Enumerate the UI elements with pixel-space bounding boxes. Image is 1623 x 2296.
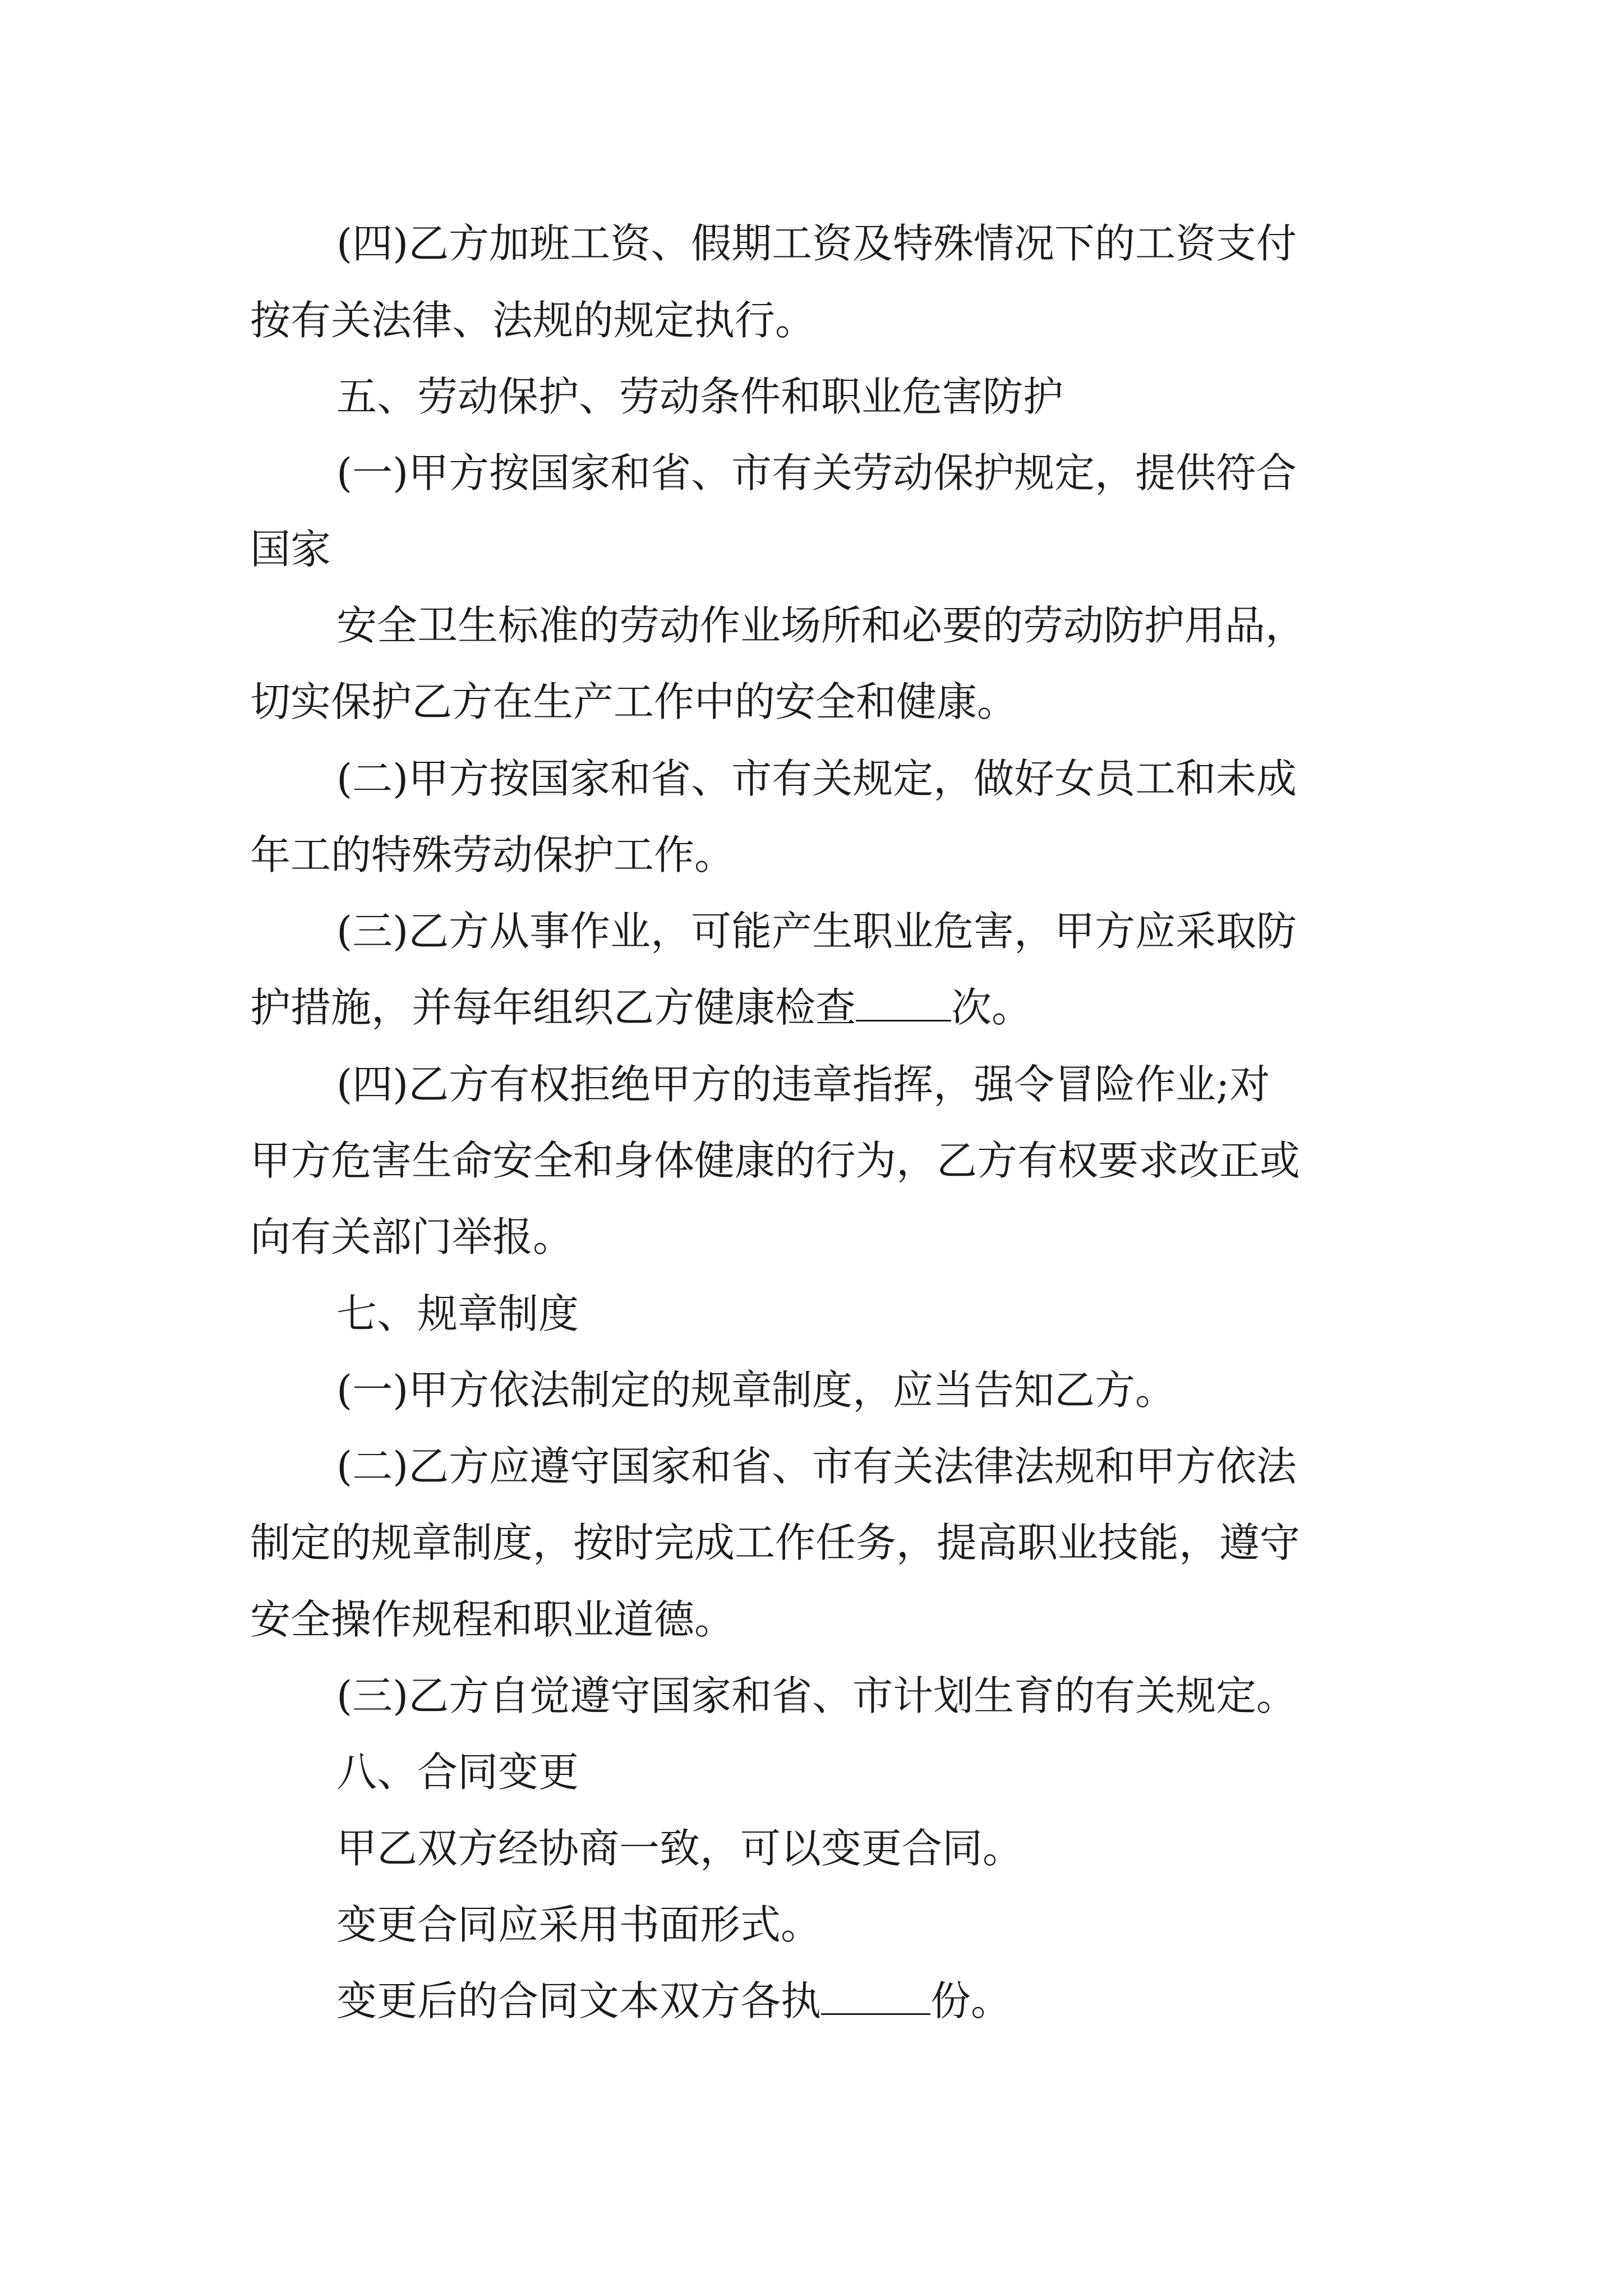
line-text-after-blank: 份。 bbox=[930, 1977, 1012, 2024]
section-heading: 八、合同变更 bbox=[336, 1749, 579, 1796]
text-line: 向有关部门举报。 bbox=[250, 1213, 574, 1260]
text-line: 安全操作规程和职业道德。 bbox=[250, 1596, 735, 1643]
text-line: 甲乙双方经协商一致，可以变更合同。 bbox=[336, 1825, 1023, 1872]
line-text-before-blank: 护措施，并每年组织乙方健康检查 bbox=[250, 984, 856, 1031]
text-line: 甲方危害生命安全和身体健康的行为，乙方有权要求改正或 bbox=[250, 1137, 1301, 1184]
line-text-after-blank: 次。 bbox=[951, 984, 1032, 1031]
text-line: (四)乙方加班工资、假期工资及特殊情况下的工资支付 bbox=[336, 220, 1297, 267]
text-line-with-blank bbox=[250, 979, 1032, 1036]
text-line: 制定的规章制度，按时完成工作任务，提高职业技能，遵守 bbox=[250, 1519, 1301, 1566]
fill-in-blank bbox=[856, 985, 951, 1022]
text-line: (二)乙方应遵守国家和省、市有关法律法规和甲方依法 bbox=[336, 1443, 1297, 1490]
text-line: (三)乙方自觉遵守国家和省、市计划生育的有关规定。 bbox=[336, 1672, 1297, 1719]
text-line: (四)乙方有权拒绝甲方的违章指挥，强令冒险作业;对 bbox=[336, 1061, 1270, 1108]
section-heading: 七、规章制度 bbox=[336, 1290, 579, 1337]
text-line: (二)甲方按国家和省、市有关规定，做好女员工和未成 bbox=[336, 755, 1297, 802]
text-line: (一)甲方按国家和省、市有关劳动保护规定，提供符合 bbox=[336, 449, 1297, 496]
text-line: 切实保护乙方在生产工作中的安全和健康。 bbox=[250, 678, 1018, 725]
line-text-before-blank: 变更后的合同文本双方各执 bbox=[336, 1977, 822, 2024]
text-line: 年工的特殊劳动保护工作。 bbox=[250, 831, 735, 878]
fill-in-blank bbox=[821, 1978, 930, 2015]
section-heading: 五、劳动保护、劳动条件和职业危害防护 bbox=[336, 373, 1064, 420]
text-line: 国家 bbox=[250, 526, 331, 573]
text-line: 安全卫生标准的劳动作业场所和必要的劳动防护用品， bbox=[336, 602, 1306, 649]
text-line: (一)甲方依法制定的规章制度，应当告知乙方。 bbox=[336, 1366, 1176, 1414]
text-line: 变更合同应采用书面形式。 bbox=[336, 1901, 822, 1948]
text-line: (三)乙方从事作业，可能产生职业危害，甲方应采取防 bbox=[336, 908, 1297, 955]
text-line-with-blank bbox=[336, 1973, 1011, 2029]
text-line: 按有关法律、法规的规定执行。 bbox=[250, 297, 816, 344]
